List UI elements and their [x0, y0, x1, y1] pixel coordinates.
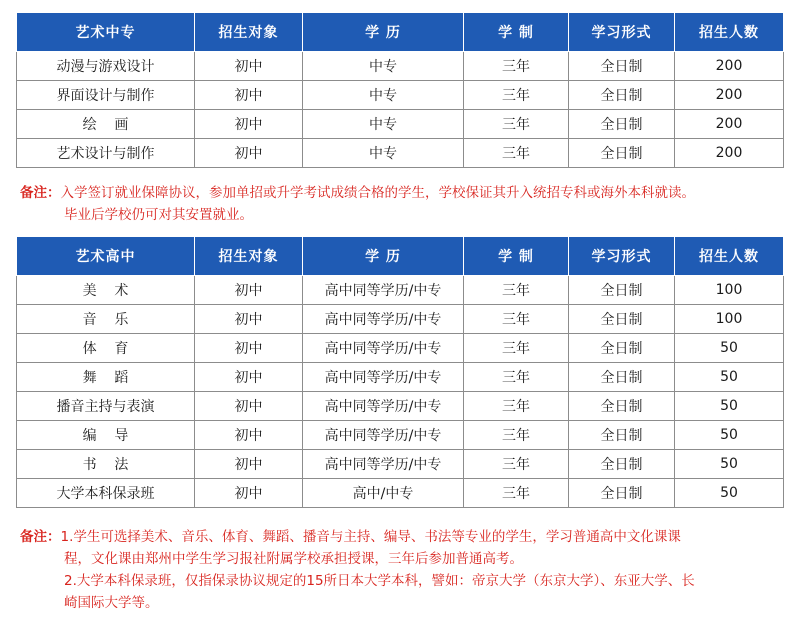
cell-duration: 三年 [464, 139, 569, 168]
cell-program: 播音主持与表演 [17, 392, 195, 421]
note-label: 备注： [20, 185, 61, 201]
cell-mode: 全日制 [569, 305, 675, 334]
cell-target: 初中 [195, 139, 303, 168]
cell-program: 舞 蹈 [17, 363, 195, 392]
cell-program: 艺术设计与制作 [17, 139, 195, 168]
cell-enrollment: 50 [675, 363, 784, 392]
note-text: 程，文化课由郑州中学生学习报社附属学校承担授课，三年后参加普通高考。 [64, 551, 523, 567]
cell-program: 动漫与游戏设计 [17, 52, 195, 81]
cell-target: 初中 [195, 363, 303, 392]
cell-duration: 三年 [464, 110, 569, 139]
header-mode: 学习形式 [569, 237, 675, 276]
table-row [17, 139, 784, 168]
cell-duration: 三年 [464, 52, 569, 81]
cell-mode: 全日制 [569, 450, 675, 479]
header-duration: 学 制 [464, 13, 569, 52]
note-secondary [20, 182, 782, 226]
cell-target: 初中 [195, 450, 303, 479]
cell-mode: 全日制 [569, 276, 675, 305]
cell-program: 音 乐 [17, 305, 195, 334]
cell-degree: 高中同等学历/中专 [303, 305, 464, 334]
note-text: 入学签订就业保障协议，参加单招或升学考试成绩合格的学生，学校保证其升入统招专科或海外本科就读。 [60, 185, 695, 201]
header-degree: 学 历 [303, 237, 464, 276]
art-highschool-table [16, 236, 784, 508]
cell-enrollment: 100 [675, 276, 784, 305]
cell-duration: 三年 [464, 81, 569, 110]
note-line [20, 570, 782, 592]
cell-target: 初中 [195, 52, 303, 81]
cell-mode: 全日制 [569, 334, 675, 363]
cell-enrollment: 50 [675, 334, 784, 363]
cell-enrollment: 50 [675, 392, 784, 421]
cell-mode: 全日制 [569, 392, 675, 421]
cell-target: 初中 [195, 276, 303, 305]
cell-mode: 全日制 [569, 139, 675, 168]
cell-degree: 高中同等学历/中专 [303, 276, 464, 305]
cell-degree: 高中同等学历/中专 [303, 392, 464, 421]
note-text: 崎国际大学等。 [64, 595, 159, 611]
table-header-row [17, 237, 784, 276]
table-row [17, 81, 784, 110]
cell-duration: 三年 [464, 363, 569, 392]
cell-enrollment: 50 [675, 479, 784, 508]
note-line [20, 182, 782, 204]
note-text: 毕业后学校仍可对其安置就业。 [64, 207, 253, 223]
cell-target: 初中 [195, 334, 303, 363]
header-program: 艺术中专 [17, 13, 195, 52]
header-degree: 学 历 [303, 13, 464, 52]
cell-program: 大学本科保录班 [17, 479, 195, 508]
cell-mode: 全日制 [569, 421, 675, 450]
cell-target: 初中 [195, 392, 303, 421]
cell-degree: 中专 [303, 110, 464, 139]
table-row [17, 276, 784, 305]
note-label: 备注： [20, 529, 61, 545]
cell-program: 绘 画 [17, 110, 195, 139]
cell-enrollment: 200 [675, 81, 784, 110]
note-line [20, 592, 782, 614]
cell-degree: 中专 [303, 139, 464, 168]
note-line [20, 204, 782, 226]
cell-enrollment: 200 [675, 110, 784, 139]
cell-degree: 高中同等学历/中专 [303, 363, 464, 392]
header-target: 招生对象 [195, 237, 303, 276]
cell-mode: 全日制 [569, 110, 675, 139]
header-mode: 学习形式 [569, 13, 675, 52]
table-row [17, 479, 784, 508]
cell-duration: 三年 [464, 421, 569, 450]
cell-target: 初中 [195, 479, 303, 508]
cell-program: 美 术 [17, 276, 195, 305]
cell-target: 初中 [195, 421, 303, 450]
cell-degree: 高中同等学历/中专 [303, 421, 464, 450]
cell-duration: 三年 [464, 276, 569, 305]
cell-duration: 三年 [464, 450, 569, 479]
cell-enrollment: 100 [675, 305, 784, 334]
table-row [17, 52, 784, 81]
cell-duration: 三年 [464, 334, 569, 363]
cell-mode: 全日制 [569, 81, 675, 110]
cell-program: 体 育 [17, 334, 195, 363]
cell-mode: 全日制 [569, 479, 675, 508]
header-enrollment: 招生人数 [675, 237, 784, 276]
cell-degree: 高中同等学历/中专 [303, 334, 464, 363]
cell-enrollment: 50 [675, 421, 784, 450]
cell-duration: 三年 [464, 305, 569, 334]
cell-target: 初中 [195, 81, 303, 110]
cell-degree: 中专 [303, 52, 464, 81]
table-row [17, 334, 784, 363]
cell-program: 界面设计与制作 [17, 81, 195, 110]
header-enrollment: 招生人数 [675, 13, 784, 52]
table-row [17, 305, 784, 334]
cell-enrollment: 200 [675, 139, 784, 168]
table-row [17, 450, 784, 479]
table-row [17, 421, 784, 450]
table-header-row [17, 13, 784, 52]
cell-enrollment: 200 [675, 52, 784, 81]
header-target: 招生对象 [195, 13, 303, 52]
note-line [20, 548, 782, 570]
table-row [17, 392, 784, 421]
cell-degree: 高中/中专 [303, 479, 464, 508]
cell-enrollment: 50 [675, 450, 784, 479]
cell-program: 书 法 [17, 450, 195, 479]
cell-program: 编 导 [17, 421, 195, 450]
cell-mode: 全日制 [569, 52, 675, 81]
note-line [20, 526, 782, 548]
header-duration: 学 制 [464, 237, 569, 276]
table-row [17, 110, 784, 139]
table-row [17, 363, 784, 392]
note-text: 1.学生可选择美术、音乐、体育、舞蹈、播音与主持、编导、书法等专业的学生，学习普通高中文化课课 [60, 529, 681, 545]
cell-duration: 三年 [464, 479, 569, 508]
cell-degree: 高中同等学历/中专 [303, 450, 464, 479]
art-secondary-table [16, 12, 784, 168]
cell-mode: 全日制 [569, 363, 675, 392]
cell-target: 初中 [195, 305, 303, 334]
note-highschool [20, 526, 782, 614]
cell-target: 初中 [195, 110, 303, 139]
header-program: 艺术高中 [17, 237, 195, 276]
cell-degree: 中专 [303, 81, 464, 110]
note-text: 2.大学本科保录班，仅指保录协议规定的15所日本大学本科，譬如：帝京大学（东京大学）、东亚大学、长 [64, 573, 695, 589]
cell-duration: 三年 [464, 392, 569, 421]
